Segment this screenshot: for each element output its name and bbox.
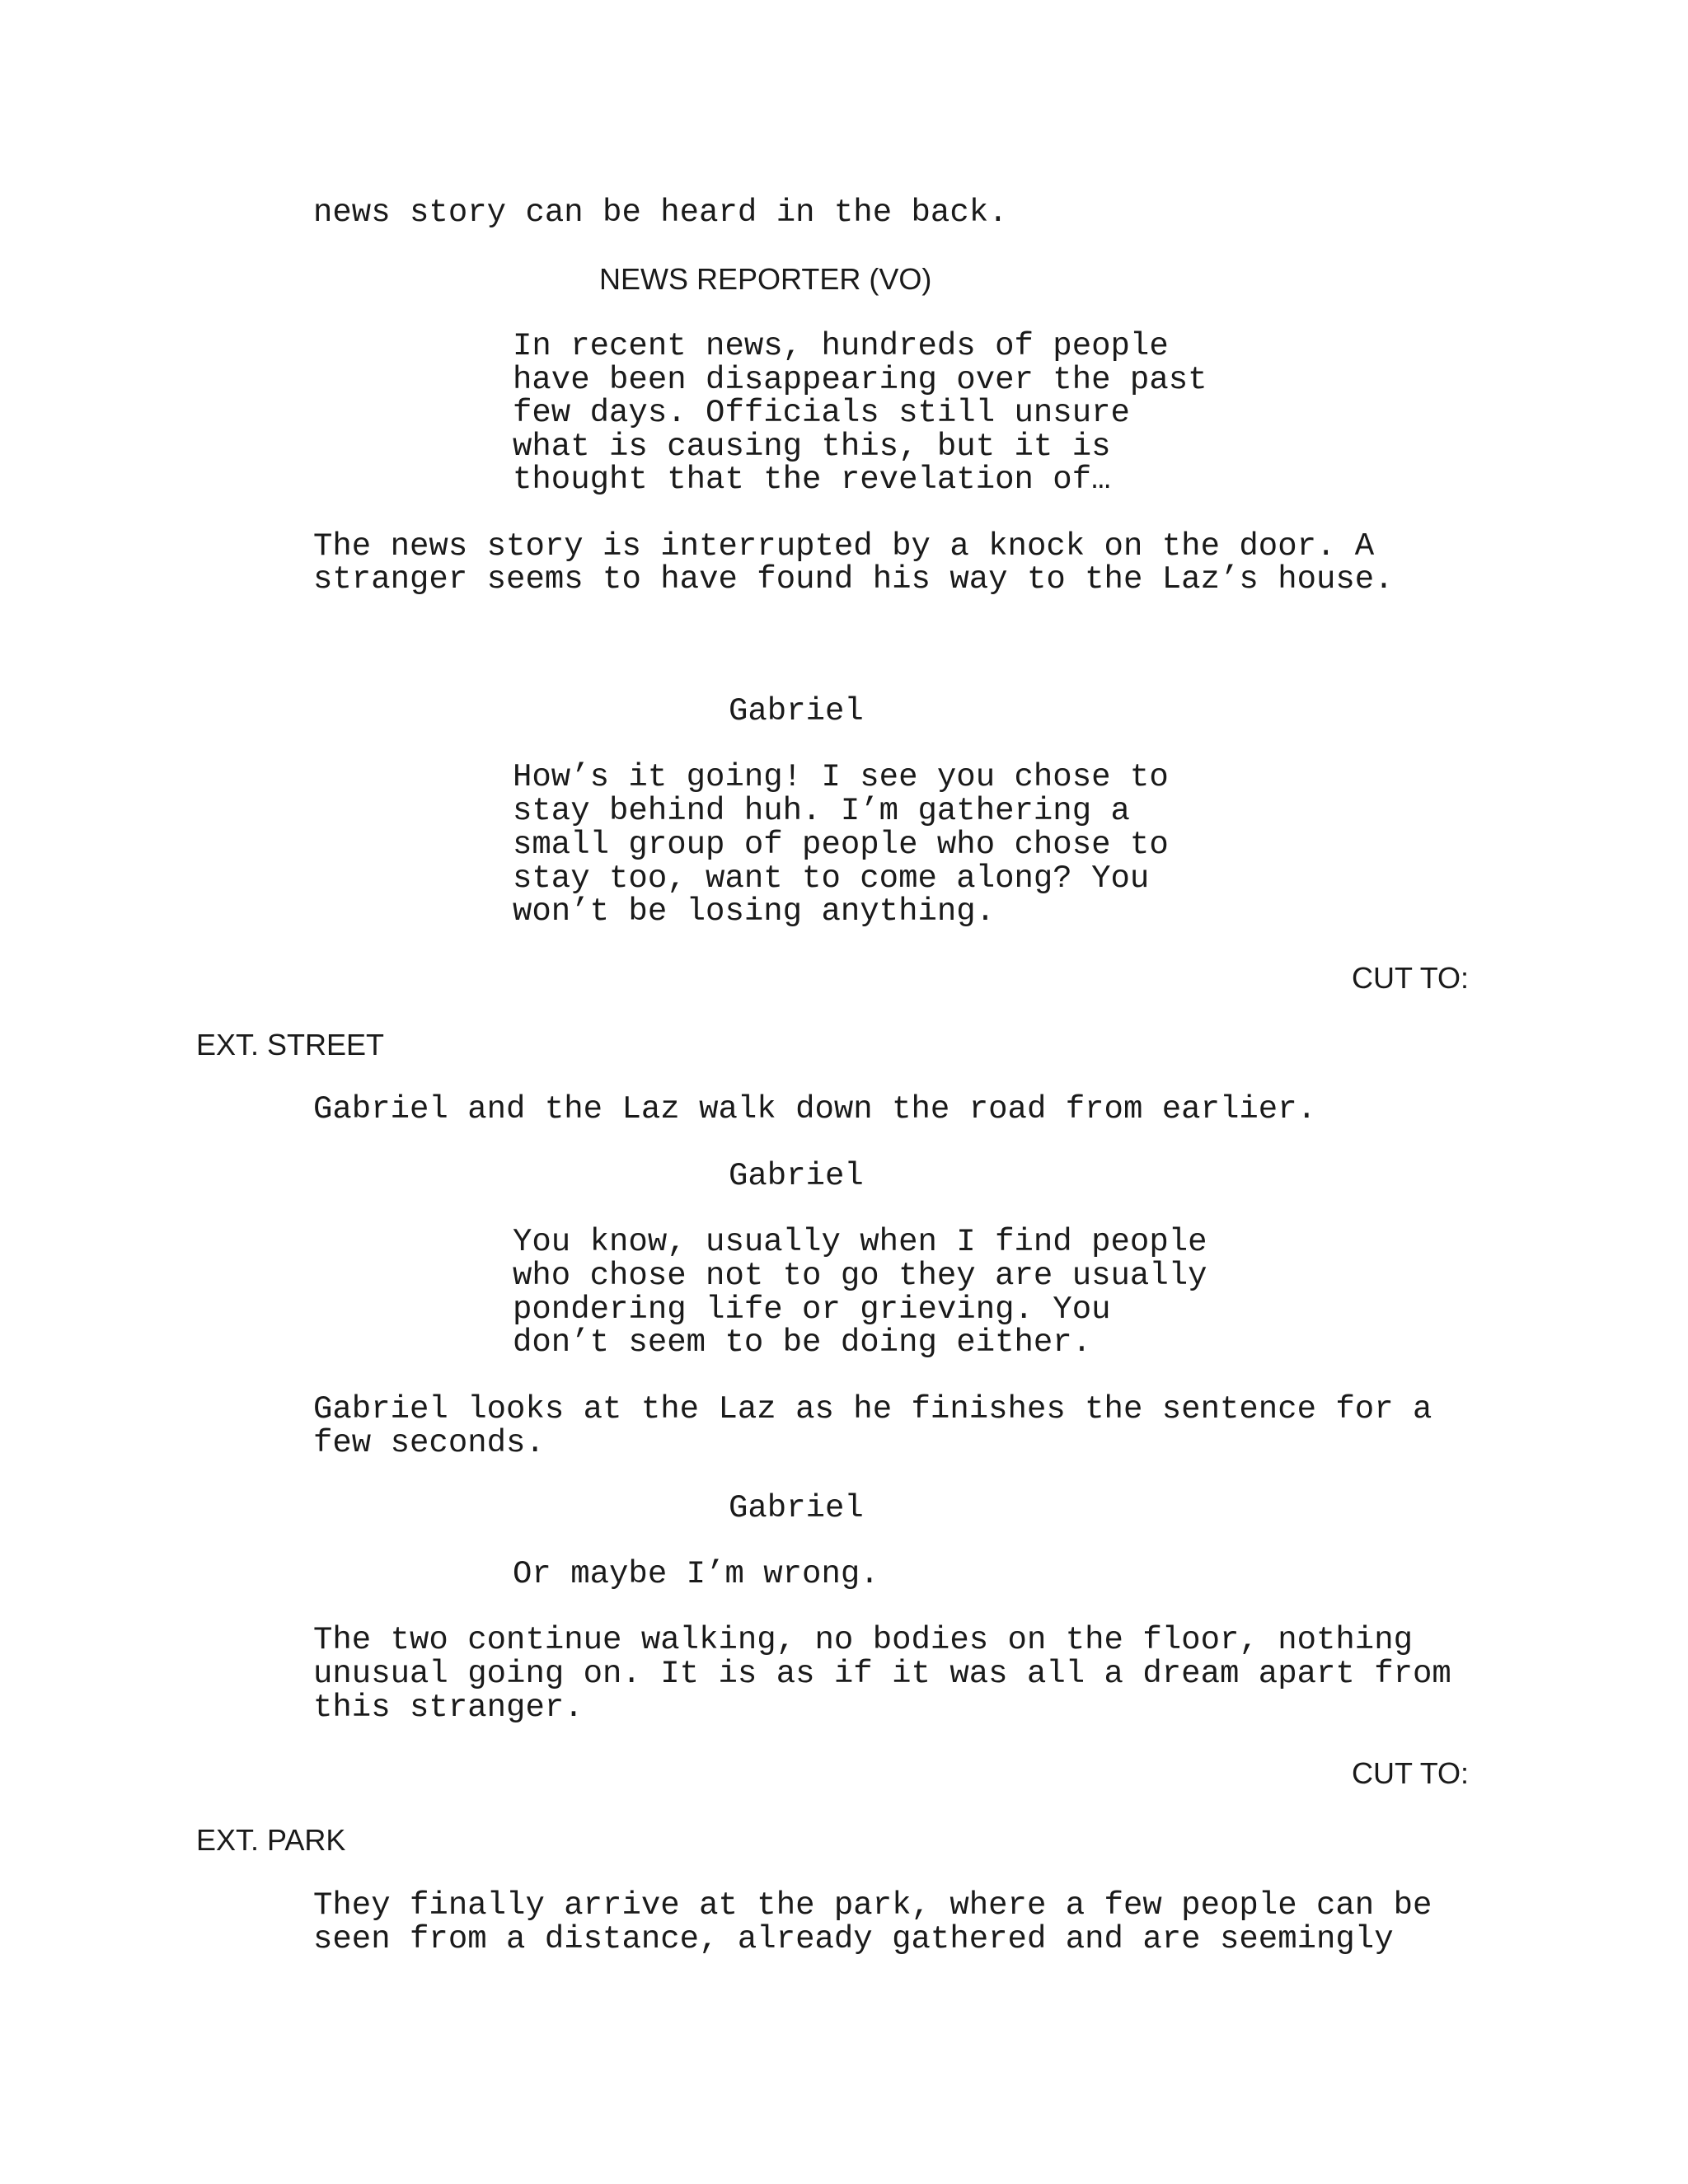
action-line: The two continue walking, no bodies on the floor, nothing <box>313 1622 1414 1658</box>
action-line: few seconds. <box>313 1425 545 1461</box>
dialogue-line: don’t seem to be doing either. <box>513 1324 1092 1361</box>
dialogue-line: thought that the revelation of… <box>513 462 1111 498</box>
action-line: stranger seems to have found his way to the Laz’s house. <box>313 561 1394 598</box>
dialogue-line: stay behind huh. I’m gathering a <box>513 793 1130 829</box>
action-line: this stranger. <box>313 1690 584 1726</box>
character-name: Gabriel <box>729 1158 864 1194</box>
scene-heading: EXT. STREET <box>196 1028 385 1062</box>
character-name: NEWS REPORTER (VO) <box>599 262 932 296</box>
action-line: news story can be heard in the back. <box>313 194 1008 231</box>
transition: CUT TO: <box>1352 1756 1470 1790</box>
dialogue-line: Or maybe I’m wrong. <box>513 1556 879 1592</box>
action-line: They finally arrive at the park, where a few people can be <box>313 1887 1432 1924</box>
transition: CUT TO: <box>1352 961 1470 995</box>
scene-heading: EXT. PARK <box>196 1823 346 1857</box>
character-name: Gabriel <box>729 693 864 729</box>
action-line: Gabriel and the Laz walk down the road from earlier. <box>313 1091 1316 1127</box>
action-line: seen from a distance, already gathered and are seemingly <box>313 1921 1394 1957</box>
dialogue-line: have been disappearing over the past <box>513 362 1207 398</box>
dialogue-line: who chose not to go they are usually <box>513 1258 1207 1294</box>
dialogue-line: won’t be losing anything. <box>513 893 996 930</box>
dialogue-line: In recent news, hundreds of people <box>513 328 1169 364</box>
dialogue-line: pondering life or grieving. You <box>513 1291 1111 1328</box>
action-line: Gabriel looks at the Laz as he finishes the sentence for a <box>313 1391 1432 1427</box>
dialogue-line: small group of people who chose to <box>513 827 1169 863</box>
dialogue-line: You know, usually when I find people <box>513 1224 1207 1260</box>
action-line: The news story is interrupted by a knock on the door. A <box>313 528 1375 565</box>
dialogue-line: stay too, want to come along? You <box>513 860 1150 897</box>
dialogue-line: How’s it going! I see you chose to <box>513 759 1169 795</box>
character-name: Gabriel <box>729 1490 864 1526</box>
action-line: unusual going on. It is as if it was all a dream apart from <box>313 1656 1451 1692</box>
dialogue-line: what is causing this, but it is <box>513 429 1111 465</box>
dialogue-line: few days. Officials still unsure <box>513 395 1130 431</box>
